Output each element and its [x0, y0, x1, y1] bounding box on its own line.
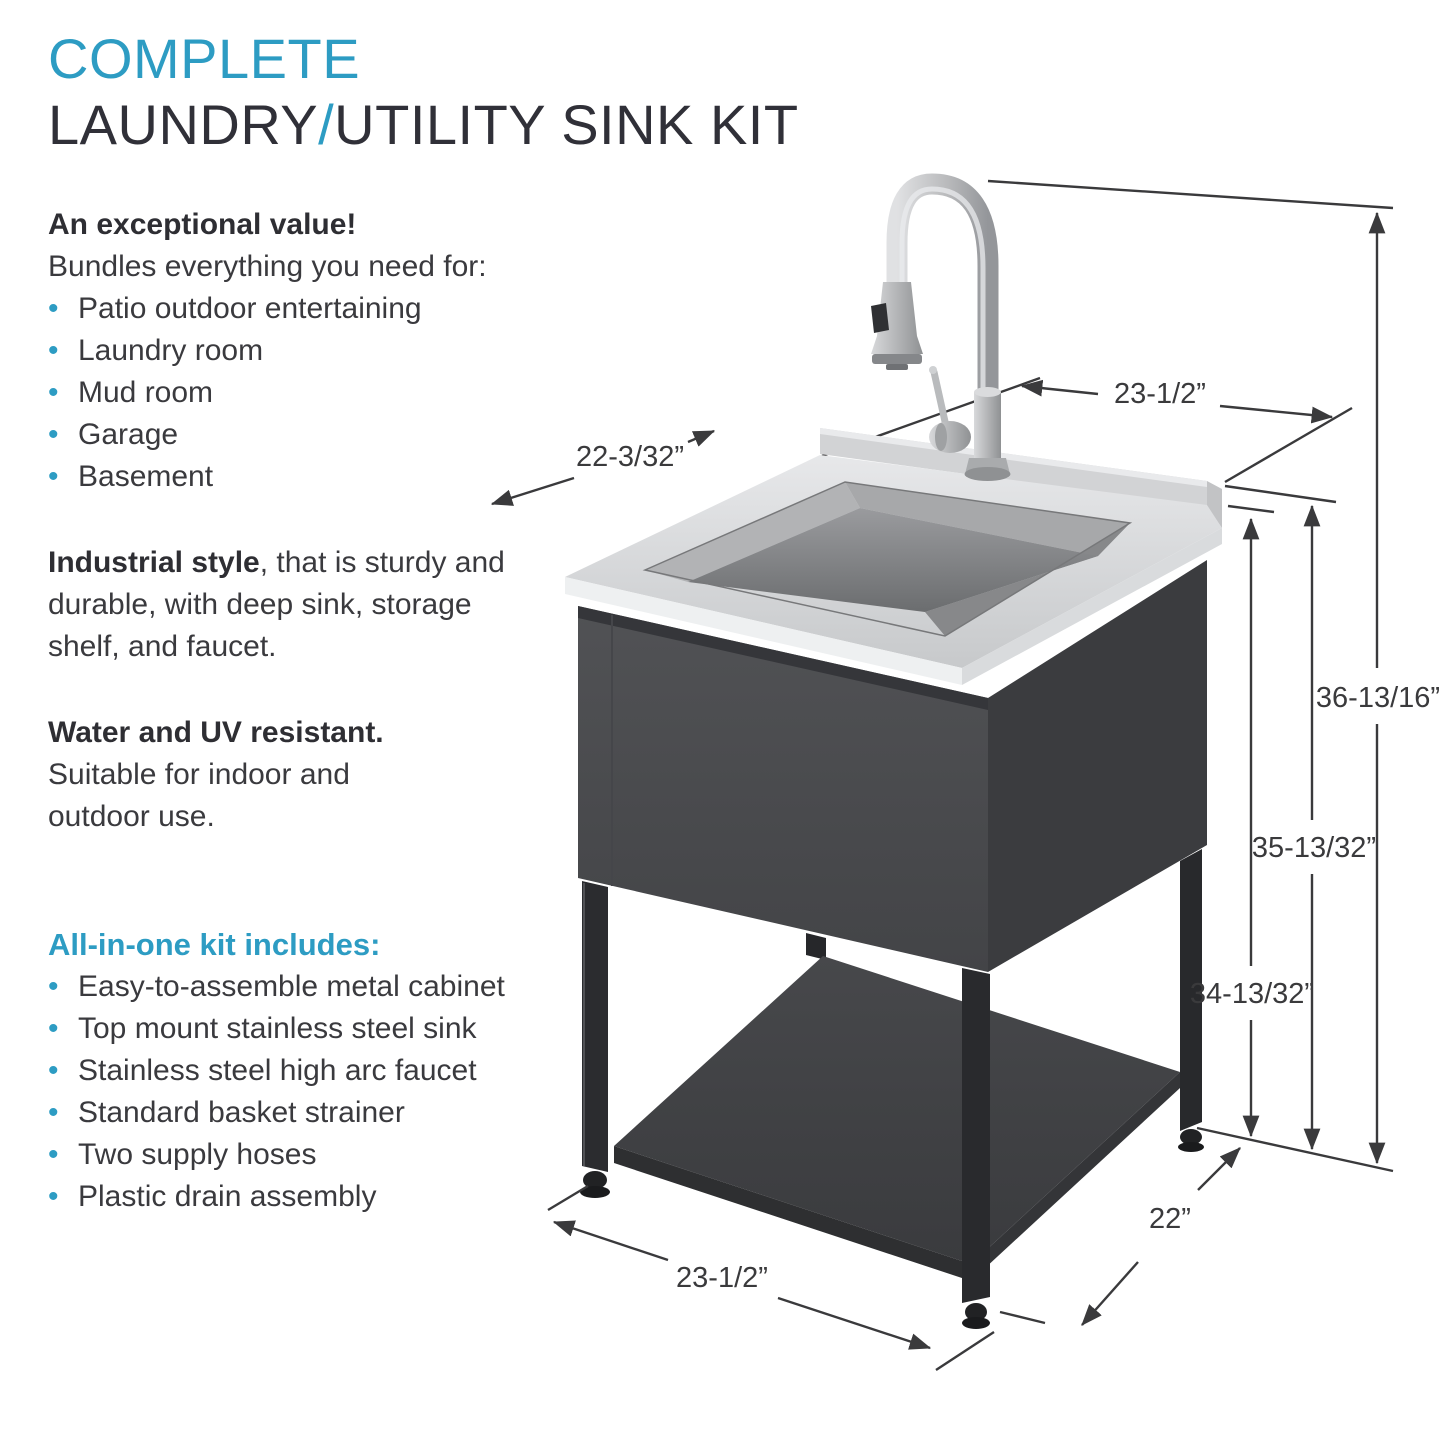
dim-ref-right-oblique: [1225, 408, 1352, 482]
bullet-icon: •: [48, 334, 59, 367]
bullet-icon: •: [48, 1138, 59, 1171]
dim-ref-backsplash-top: [1225, 486, 1336, 502]
page-title-line1: COMPLETE: [48, 27, 361, 90]
kit-bullets: [48, 966, 608, 1218]
dim-line-base-width-left: [554, 1222, 668, 1260]
bullet-icon: •: [48, 1096, 59, 1129]
faucet: [871, 184, 1011, 481]
dim-label-rim-height: 34-13/32”: [1189, 978, 1315, 1010]
dim-line-top-width-left: [1022, 386, 1098, 394]
bullet-icon: •: [48, 460, 59, 493]
dim-line-base-depth-upper: [1198, 1148, 1240, 1190]
storage-shelf: [614, 956, 1180, 1281]
faucet-spray-head: [871, 282, 923, 370]
dim-label-base-depth: 22”: [1149, 1203, 1191, 1235]
list-item: • Top mount stainless steel sink: [48, 1008, 608, 1050]
dim-label-top-width: 23-1/2”: [1114, 378, 1206, 410]
bullet-icon: •: [48, 418, 59, 451]
list-item: • Stainless steel high arc faucet: [48, 1050, 608, 1092]
list-item: • Standard basket strainer: [48, 1092, 608, 1134]
kit-heading: All-in-one kit includes:: [48, 927, 381, 962]
list-item: • Mud room: [48, 372, 608, 414]
bullet-icon: •: [48, 970, 59, 1003]
dim-ref-faucet-top: [988, 181, 1393, 208]
title-laundry: LAUNDRY: [48, 93, 319, 156]
water-paragraph: Water and UV resistant. Suitable for indoor and outdoor use.: [48, 716, 384, 833]
dim-ref-foot-22: [1000, 1312, 1045, 1323]
bullet-icon: •: [48, 292, 59, 325]
dim-line-top-depth-upper: [688, 431, 714, 442]
dim-ref-ground-baseline: [1197, 1128, 1393, 1171]
value-bullets: [48, 288, 608, 498]
industrial-paragraph: Industrial style, that is sturdy and durable, with deep sink, storage shelf, and faucet.: [48, 546, 505, 663]
list-item: • Patio outdoor entertaining: [48, 288, 608, 330]
dim-label-overall-height: 36-13/16”: [1315, 682, 1441, 714]
list-item: • Easy-to-assemble metal cabinet: [48, 966, 608, 1008]
title-rest: UTILITY SINK KIT: [334, 93, 799, 156]
dim-line-base-width-right: [778, 1298, 930, 1348]
dim-label-base-width: 23-1/2”: [676, 1262, 768, 1294]
bullet-icon: •: [48, 376, 59, 409]
list-item: • Basement: [48, 456, 608, 498]
dim-label-backsplash-height: 35-13/32”: [1251, 832, 1377, 864]
list-item: • Plastic drain assembly: [48, 1176, 608, 1218]
dim-ref-foot-front: [936, 1332, 994, 1370]
dim-label-top-depth: 22-3/32”: [575, 441, 685, 473]
dim-line-top-width-right: [1220, 406, 1332, 417]
page-title-line2: [48, 92, 799, 158]
dim-line-base-depth-lower: [1082, 1262, 1138, 1325]
faucet-column: [965, 387, 1011, 481]
bullet-icon: •: [48, 1054, 59, 1087]
list-item: • Garage: [48, 414, 608, 456]
dim-ref-rim-top: [1228, 506, 1274, 512]
value-subheading: Bundles everything you need for:: [48, 250, 487, 283]
list-item: • Two supply hoses: [48, 1134, 608, 1176]
list-item: • Laundry room: [48, 330, 608, 372]
title-slash: /: [318, 93, 335, 156]
bullet-icon: •: [48, 1180, 59, 1213]
value-heading: An exceptional value!: [48, 208, 357, 241]
feature-list: [48, 204, 608, 1218]
bullet-icon: •: [48, 1012, 59, 1045]
